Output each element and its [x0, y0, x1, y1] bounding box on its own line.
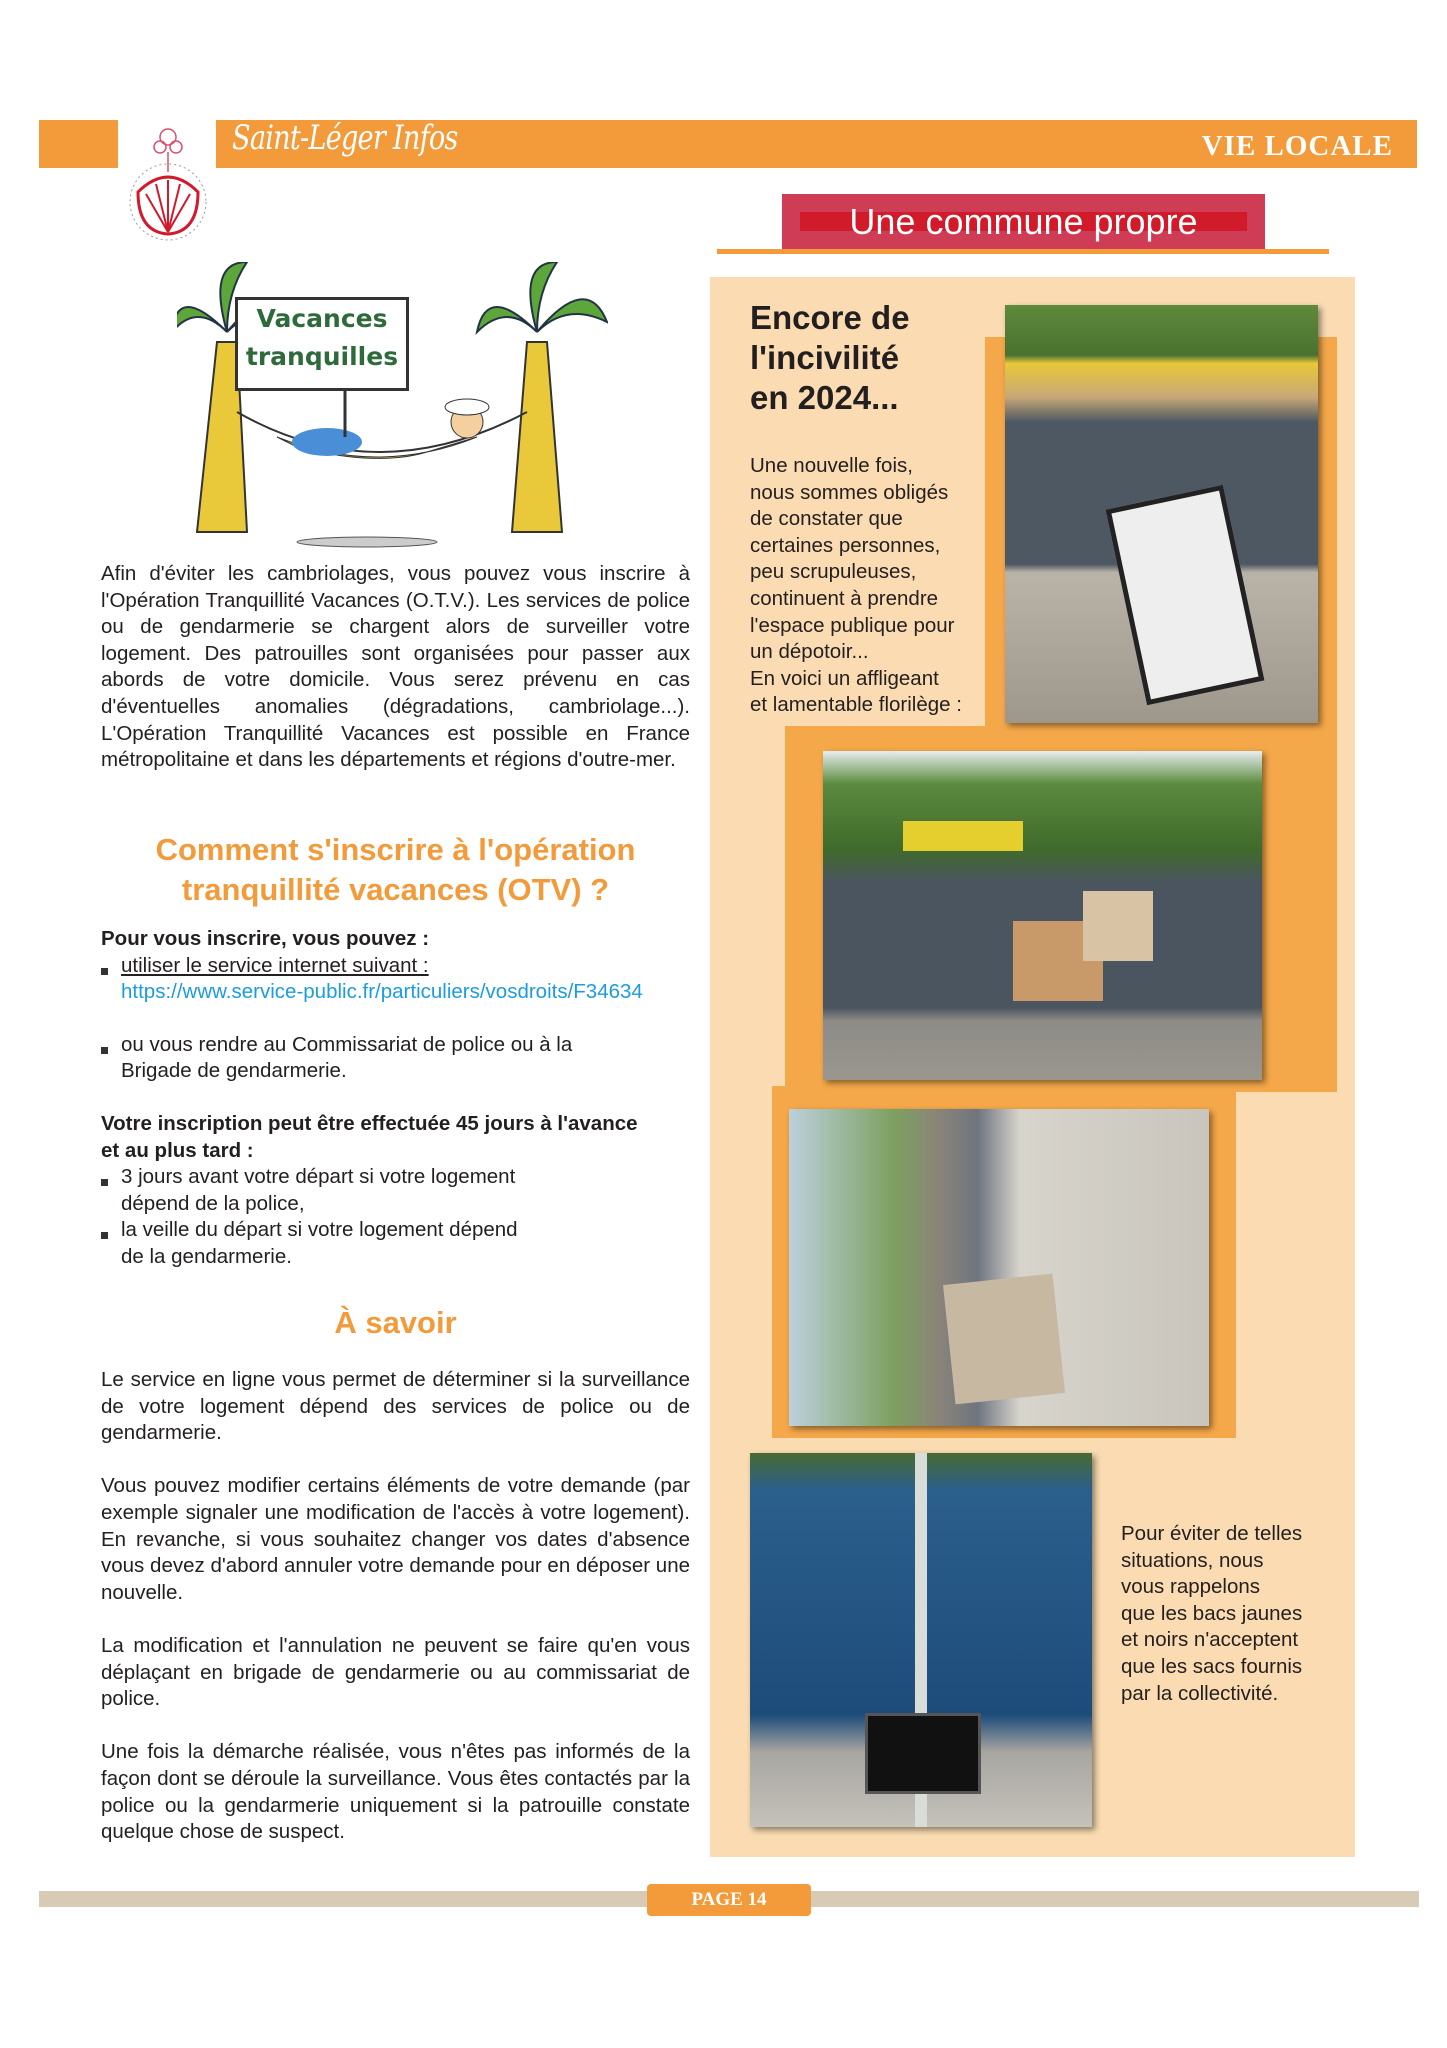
- scallop-shell-logo: [128, 122, 208, 244]
- paragraph-text: Vous pouvez modifier certains éléments de votre demande (par exemple signaler une modification de l'accès à votre logement). En revanche, si vous souhaitez changer vos dates d'absence vous devez d'abord annuler votre demande pour en déposer une nouvelle.: [101, 1474, 690, 1604]
- dumped-items: [943, 1274, 1065, 1405]
- text-line: Votre inscription peut être effectuée 45 jours à l'avance: [101, 1111, 638, 1135]
- text-line: Pour éviter de telles: [1121, 1522, 1303, 1545]
- option-online: utiliser le service internet suivant :: [121, 953, 429, 977]
- photo-bins-with-boxes: [823, 751, 1262, 1080]
- register-section: [101, 926, 690, 1271]
- text-line: peu scrupuleuses,: [750, 560, 917, 584]
- text-line: la veille du départ si votre logement dépend: [121, 1218, 518, 1242]
- text-line: Brigade de gendarmerie.: [121, 1059, 347, 1083]
- text-line: vous rappelons: [1121, 1575, 1261, 1599]
- vacation-illustration: [177, 262, 608, 549]
- photo-overflowing-bin: [1005, 305, 1318, 723]
- cardboard-box: [1083, 891, 1153, 961]
- text-line: de constater que: [750, 507, 903, 531]
- header-left-block: [39, 120, 118, 168]
- dumped-screen: [865, 1713, 981, 1794]
- paragraph-text: Afin d'éviter les cambriolages, vous pouvez vous inscrire à l'Opération Tranquillité Vacances (O.T.V.). Les services de police ou de gendarmerie se chargent alors de surveiller votre logement. Des patrouilles sont organisées pour passer aux abords de votre domicile. Vous serez prévenu en cas d'éventuelles anomalies (dégradations, cambriolage...). L'Opération Tranquillité Vacances est possible en France métropolitaine et dans les départements et régions d'outre-mer.: [101, 562, 690, 772]
- know-heading: À savoir: [334, 1305, 457, 1340]
- page-number: PAGE 14: [647, 1884, 811, 1916]
- timing-label: [101, 1111, 690, 1164]
- text-line: nous sommes obligés: [750, 480, 949, 504]
- text-line: ou vous rendre au Commissariat de police ou à la: [121, 1032, 573, 1056]
- dumped-frame: [1106, 485, 1265, 706]
- sign-text: tranquilles: [245, 342, 399, 371]
- text-line: situations, nous: [1121, 1548, 1264, 1572]
- how-to-heading: [101, 830, 690, 910]
- text-line: dépend de la police,: [121, 1191, 305, 1215]
- heading-line: Comment s'inscrire à l'opération: [155, 832, 636, 867]
- text-line: et au plus tard :: [101, 1138, 254, 1162]
- bullet-item: [101, 1164, 690, 1217]
- paragraph-text: Une fois la démarche réalisée, vous n'êtes pas informés de la façon dont se déroule la surveillance. Vous êtes contactés par la police ou la gendarmerie uniquement si la patrouille constate quelque chose de suspect.: [101, 1740, 690, 1844]
- section-title-box: [782, 194, 1265, 249]
- text-line: continuent à prendre: [750, 586, 939, 610]
- text-line: l'espace publique pour: [750, 613, 955, 637]
- service-public-link[interactable]: https://www.service-public.fr/particuliers/vosdroits/F34634: [121, 980, 643, 1004]
- paragraph-text: Le service en ligne vous permet de déterminer si la surveillance de votre logement dépend des services de police ou de gendarmerie.: [101, 1368, 690, 1445]
- text-line: 3 jours avant votre départ si votre logement: [121, 1165, 516, 1189]
- text-line: certaines personnes,: [750, 533, 941, 557]
- text-line: de la gendarmerie.: [121, 1244, 292, 1268]
- right-reminder: [1121, 1521, 1302, 1707]
- text-line: par la collectivité.: [1121, 1681, 1279, 1705]
- heading-line: tranquillité vacances (OTV) ?: [181, 872, 610, 907]
- text-line: et lamentable florilège :: [750, 693, 962, 717]
- section-label: VIE LOCALE: [1201, 130, 1393, 162]
- text-line: un dépotoir...: [750, 640, 869, 664]
- photo-shelter-dump: [789, 1109, 1209, 1426]
- text-line: et noirs n'acceptent: [1121, 1628, 1299, 1652]
- sign-text: Vacances: [256, 304, 388, 333]
- text-line: En voici un affligeant: [750, 666, 939, 690]
- text-line: Une nouvelle fois,: [750, 454, 913, 477]
- bullet-item: [101, 1217, 690, 1270]
- heading-line: l'incivilité: [750, 339, 900, 376]
- know-paragraphs: [101, 1367, 690, 1846]
- heading-line: Encore de: [750, 299, 910, 336]
- text-line: que les sacs fournis: [1121, 1654, 1303, 1678]
- heading-line: en 2024...: [750, 379, 899, 416]
- register-label: Pour vous inscrire, vous pouvez :: [101, 927, 430, 950]
- yellow-lid: [903, 821, 1023, 851]
- vacation-sign: [235, 297, 409, 391]
- right-heading: [750, 298, 910, 418]
- section-title: Une commune propre: [849, 201, 1198, 242]
- bullet-item: [101, 953, 690, 1006]
- text-line: que les bacs jaunes: [1121, 1601, 1303, 1625]
- intro-paragraph: [101, 561, 690, 774]
- brand-title: Saint-Léger Infos: [232, 118, 458, 158]
- bullet-item: [101, 1032, 690, 1085]
- right-intro: [750, 453, 962, 719]
- title-underline: [717, 249, 1329, 254]
- photo-bins-with-screen: [750, 1453, 1092, 1827]
- paragraph-text: La modification et l'annulation ne peuvent se faire qu'en vous déplaçant en brigade de gendarmerie ou au commissariat de police.: [101, 1633, 690, 1711]
